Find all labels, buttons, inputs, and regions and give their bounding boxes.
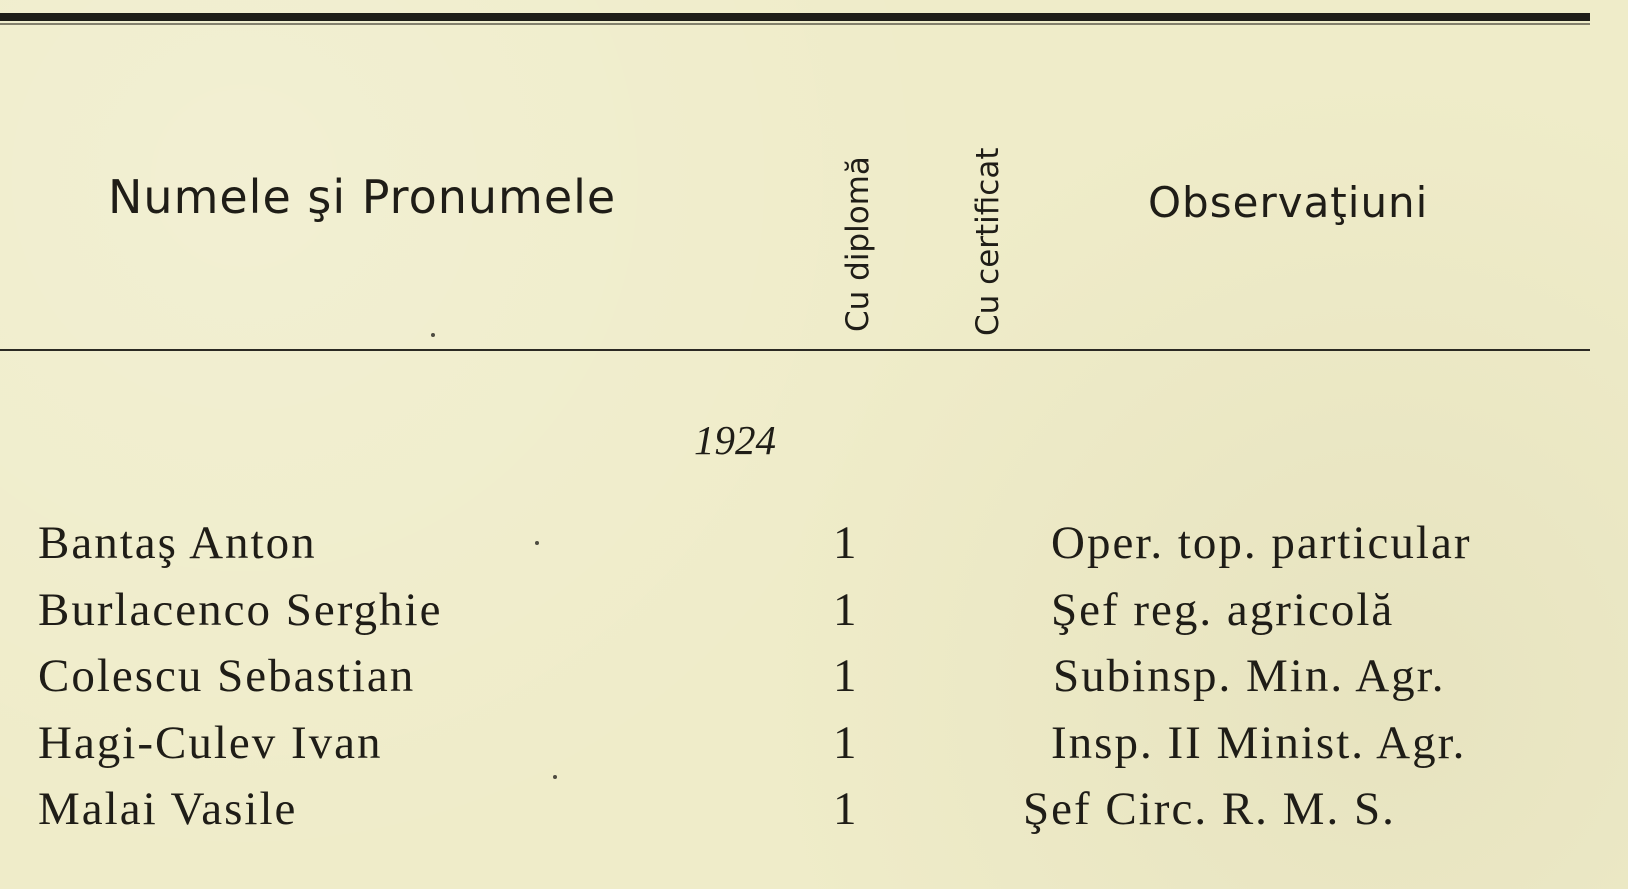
ink-speck (535, 541, 539, 545)
top-rule (0, 13, 1590, 21)
table-row (0, 716, 1628, 784)
table-row (0, 516, 1628, 584)
names-column-header: Numele şi Pronumele (108, 170, 617, 224)
diploma-count: 1 (833, 517, 859, 569)
certificate-column-header: Cu certificat (970, 147, 1006, 336)
table-row (0, 782, 1628, 850)
table-row (0, 649, 1628, 717)
observation-text: Şef Circ. R. M. S. (1023, 783, 1396, 835)
observation-text: Şef reg. agricolă (1051, 584, 1395, 636)
diploma-count: 1 (833, 584, 859, 636)
person-name: Hagi-Culev Ivan (38, 717, 383, 769)
ink-speck (431, 333, 435, 337)
diploma-count: 1 (833, 783, 859, 835)
diploma-column-header: Cu diplomă (840, 156, 876, 332)
observations-column-header: Observaţiuni (1148, 178, 1429, 227)
person-name: Malai Vasile (38, 783, 298, 835)
diploma-count: 1 (833, 650, 859, 702)
header-divider (0, 349, 1590, 351)
top-thin-rule (0, 23, 1590, 25)
ink-speck (553, 775, 557, 779)
person-name: Colescu Sebastian (38, 650, 416, 702)
observation-text: Insp. II Minist. Agr. (1051, 717, 1467, 769)
table-row (0, 583, 1628, 651)
observation-text: Oper. top. particular (1051, 517, 1472, 569)
person-name: Bantaş Anton (38, 517, 317, 569)
year-heading: 1924 (694, 417, 776, 463)
observation-text: Subinsp. Min. Agr. (1053, 650, 1446, 702)
diploma-count: 1 (833, 717, 859, 769)
person-name: Burlacenco Serghie (38, 584, 443, 636)
